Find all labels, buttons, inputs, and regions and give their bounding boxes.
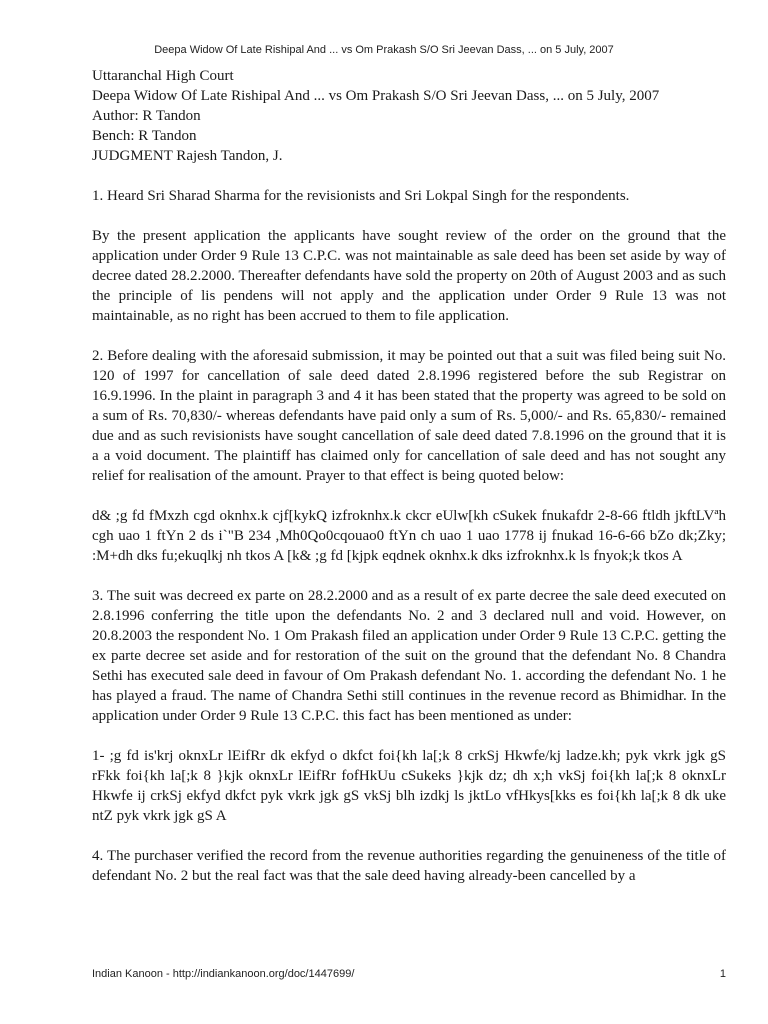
- paragraph-1: 1. Heard Sri Sharad Sharma for the revisionists and Sri Lokpal Singh for the respondents.: [92, 188, 630, 204]
- court-name: Uttaranchal High Court: [92, 68, 234, 84]
- paragraph-3: 3. The suit was decreed ex parte on 28.2.2000 and as a result of ex parte decree the sale deed executed on 2.8.1996 conferring the title upon the defendants No. 2 and 3 declared null and void. However, on 20.8.2003 the respondent No. 1 Om Prakash filed an application under Order 9 Rule 13 C.P.C. getting the ex parte decree set aside and for restoration of the suit on the ground that the defendant No. 8 Chandra Sethi has executed sale deed in favour of Om Prakash defendant No. 1. according the defendant No. 1 he has played a fraud. The name of Chandra Sethi still continues in the revenue record as Bhimidhar. In the application under Order 9 Rule 13 C.P.C. this fact has been mentioned as under:: [92, 588, 726, 724]
- paragraph-4: 4. The purchaser verified the record from the revenue authorities regarding the genuineness of the title of defendant No. 2 but the real fact was that the sale deed having already-been cancelled by a: [92, 848, 726, 884]
- bench-line: Bench: R Tandon: [92, 128, 197, 144]
- quoted-prayer-text: d& ;g fd fMxzh cgd oknhx.k cjf[kykQ izfroknhx.k ckcr eUlw[kh cSukek fnukafdr 2-8-66 ftldh jkftLVªh cgh uao 1 ftYn 2 ds i`"B 234 ,Mh0Qo0cqouao0 ftYn ch uao 1 uao 1778 ij fnukad 16-6-66 bZo dk;Zky; :M+dh dks fu;ekuqlkj nh tkos A [k& ;g fd [kjpk eqdnek oknhx.k dks izfroknhx.k ls fnyok;k tkos A: [92, 508, 726, 564]
- paragraph-2: 2. Before dealing with the aforesaid submission, it may be pointed out that a suit was filed being suit No. 120 of 1997 for cancellation of sale deed dated 2.8.1996 registered before the sub Registrar on 16.9.1996. In the plaint in paragraph 3 and 4 it has been stated that the property was agreed to be sold on a sum of Rs. 70,830/- whereas defendants have paid only a sum of Rs. 5,000/- and Rs. 65,830/- remained due and as such revisionists have sought cancellation of sale deed dated 7.8.1996 on the ground that it is a a void document. The plaintiff has claimed only for cancellation of sale deed and has not sought any relief for realisation of the amount. Prayer to that effect is being quoted below:: [92, 348, 726, 484]
- page-number: 1: [719, 968, 726, 980]
- case-title: Deepa Widow Of Late Rishipal And ... vs Om Prakash S/O Sri Jeevan Dass, ... on 5 July, 2007: [92, 88, 660, 104]
- page-footer: [92, 968, 726, 980]
- judgment-line: JUDGMENT Rajesh Tandon, J.: [92, 148, 283, 164]
- document-body: [92, 66, 726, 886]
- footer-source: Indian Kanoon - http://indiankanoon.org/doc/1447699/: [92, 968, 355, 980]
- quoted-application-text: 1- ;g fd is'krj oknxLr lEifRr dk ekfyd o dkfct foi{kh la[;k 8 crkSj Hkwfe/kj ladze.kh; pyk vkrk jgk gS rFkk foi{kh la[;k 8 }kjk oknxLr lEifRr fofHkUu cSukeks }kjk dz; dh x;h vkSj foi{kh la[;k 8 oknxLr Hkwfe ij crkSj ekfyd dkfct pyk vkrk jgk gS vkSj blh izdkj ls jktLo vfHkys[kks es foi{kh la[;k 8 dk uke ntZ pyk vkrk jgk gS A: [92, 748, 726, 824]
- paragraph-review-application: By the present application the applicants have sought review of the order on the ground that the application under Order 9 Rule 13 C.P.C. was not maintainable as sale deed has been set aside by way of decree dated 28.2.2000. Thereafter defendants have sold the property on 20th of August 2003 and as such the principle of lis pendens will not apply and the application under Order 9 Rule 13 was not maintainable, as no right has been accrued to them to file application.: [92, 228, 726, 324]
- running-header: Deepa Widow Of Late Rishipal And ... vs Om Prakash S/O Sri Jeevan Dass, ... on 5 July, 2007: [154, 44, 614, 56]
- author-line: Author: R Tandon: [92, 108, 201, 124]
